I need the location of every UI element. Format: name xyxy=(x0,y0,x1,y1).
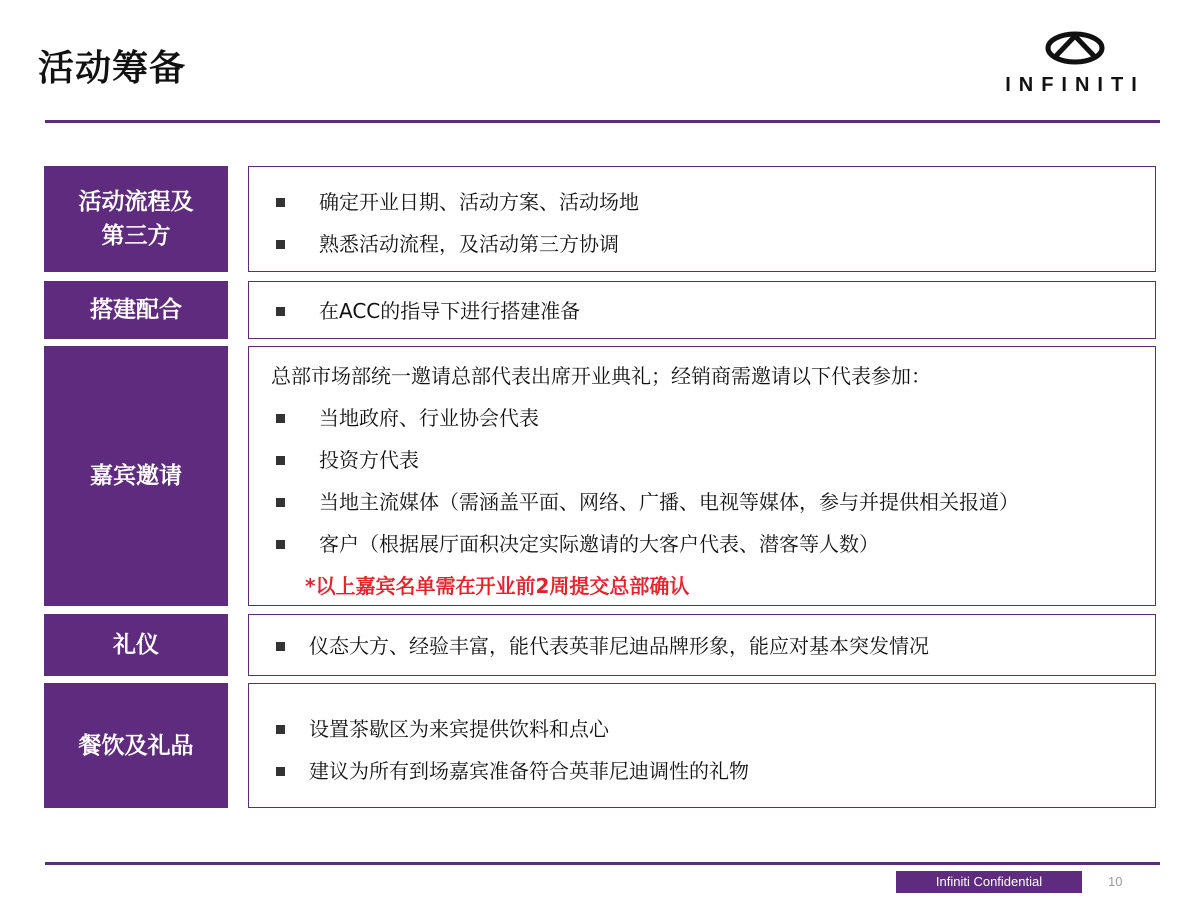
list-item-text: 在ACC的指导下进行搭建准备 xyxy=(319,299,581,323)
bullet-square-icon xyxy=(276,767,285,776)
bullet-square-icon xyxy=(276,307,285,316)
list-item xyxy=(271,523,1145,565)
section-content-box xyxy=(248,346,1156,606)
section-content-box xyxy=(248,166,1156,272)
section-label-line: 活动流程及 xyxy=(78,189,194,215)
section-label: 嘉宾邀请 xyxy=(44,346,228,606)
deadline-note: *以上嘉宾名单需在开业前2周提交总部确认 xyxy=(305,574,690,598)
list-item-text: 建议为所有到场嘉宾准备符合英菲尼迪调性的礼物 xyxy=(309,759,749,783)
list-item xyxy=(271,290,1145,332)
list-item-text: 当地主流媒体（需涵盖平面、网络、广播、电视等媒体，参与并提供相关报道） xyxy=(319,490,1019,514)
section-intro: 总部市场部统一邀请总部代表出席开业典礼；经销商需邀请以下代表参加： xyxy=(271,364,931,388)
section-etiquette xyxy=(44,614,1156,676)
list-item-text: 仪态大方、经验丰富，能代表英菲尼迪品牌形象，能应对基本突发情况 xyxy=(309,634,929,658)
footer-divider xyxy=(45,862,1160,865)
bullet-square-icon xyxy=(276,240,285,249)
section-label xyxy=(44,166,228,272)
list-item-text: 当地政府、行业协会代表 xyxy=(319,406,539,430)
infiniti-emblem-icon xyxy=(1000,30,1150,70)
page-title: 活动筹备 xyxy=(38,48,187,89)
confidential-badge: Infiniti Confidential xyxy=(896,871,1082,893)
page-number: 10 xyxy=(1108,874,1123,889)
header-divider xyxy=(45,120,1160,123)
list-item xyxy=(271,708,1145,750)
section-label-line: 第三方 xyxy=(101,223,171,249)
bullet-square-icon xyxy=(276,540,285,549)
list-item-text: 设置茶歇区为来宾提供饮料和点心 xyxy=(309,717,609,741)
list-item xyxy=(271,397,1145,439)
section-construction xyxy=(44,281,1156,339)
list-item xyxy=(271,481,1145,523)
list-item xyxy=(271,439,1145,481)
bullet-square-icon xyxy=(276,198,285,207)
section-catering-gifts xyxy=(44,683,1156,808)
section-content-box xyxy=(248,281,1156,339)
list-item-text: 投资方代表 xyxy=(319,448,419,472)
list-item-text: 客户（根据展厅面积决定实际邀请的大客户代表、潜客等人数） xyxy=(319,532,879,556)
section-content-box xyxy=(248,683,1156,808)
bullet-square-icon xyxy=(276,725,285,734)
bullet-square-icon xyxy=(276,498,285,507)
bullet-square-icon xyxy=(276,456,285,465)
section-activity-process xyxy=(44,166,1156,272)
section-content-box xyxy=(248,614,1156,676)
infiniti-logo xyxy=(1000,30,1160,100)
bullet-square-icon xyxy=(276,642,285,651)
section-label: 礼仪 xyxy=(44,614,228,676)
list-item-text: 熟悉活动流程，及活动第三方协调 xyxy=(319,232,619,256)
section-guest-invitation xyxy=(44,346,1156,606)
list-item xyxy=(271,750,1145,792)
section-label: 搭建配合 xyxy=(44,281,228,339)
list-item xyxy=(271,625,1145,667)
section-label: 餐饮及礼品 xyxy=(44,683,228,808)
list-item xyxy=(271,223,1145,265)
bullet-square-icon xyxy=(276,414,285,423)
list-item xyxy=(271,181,1145,223)
brand-wordmark: INFINITI xyxy=(1005,74,1145,96)
list-item-text: 确定开业日期、活动方案、活动场地 xyxy=(319,190,639,214)
